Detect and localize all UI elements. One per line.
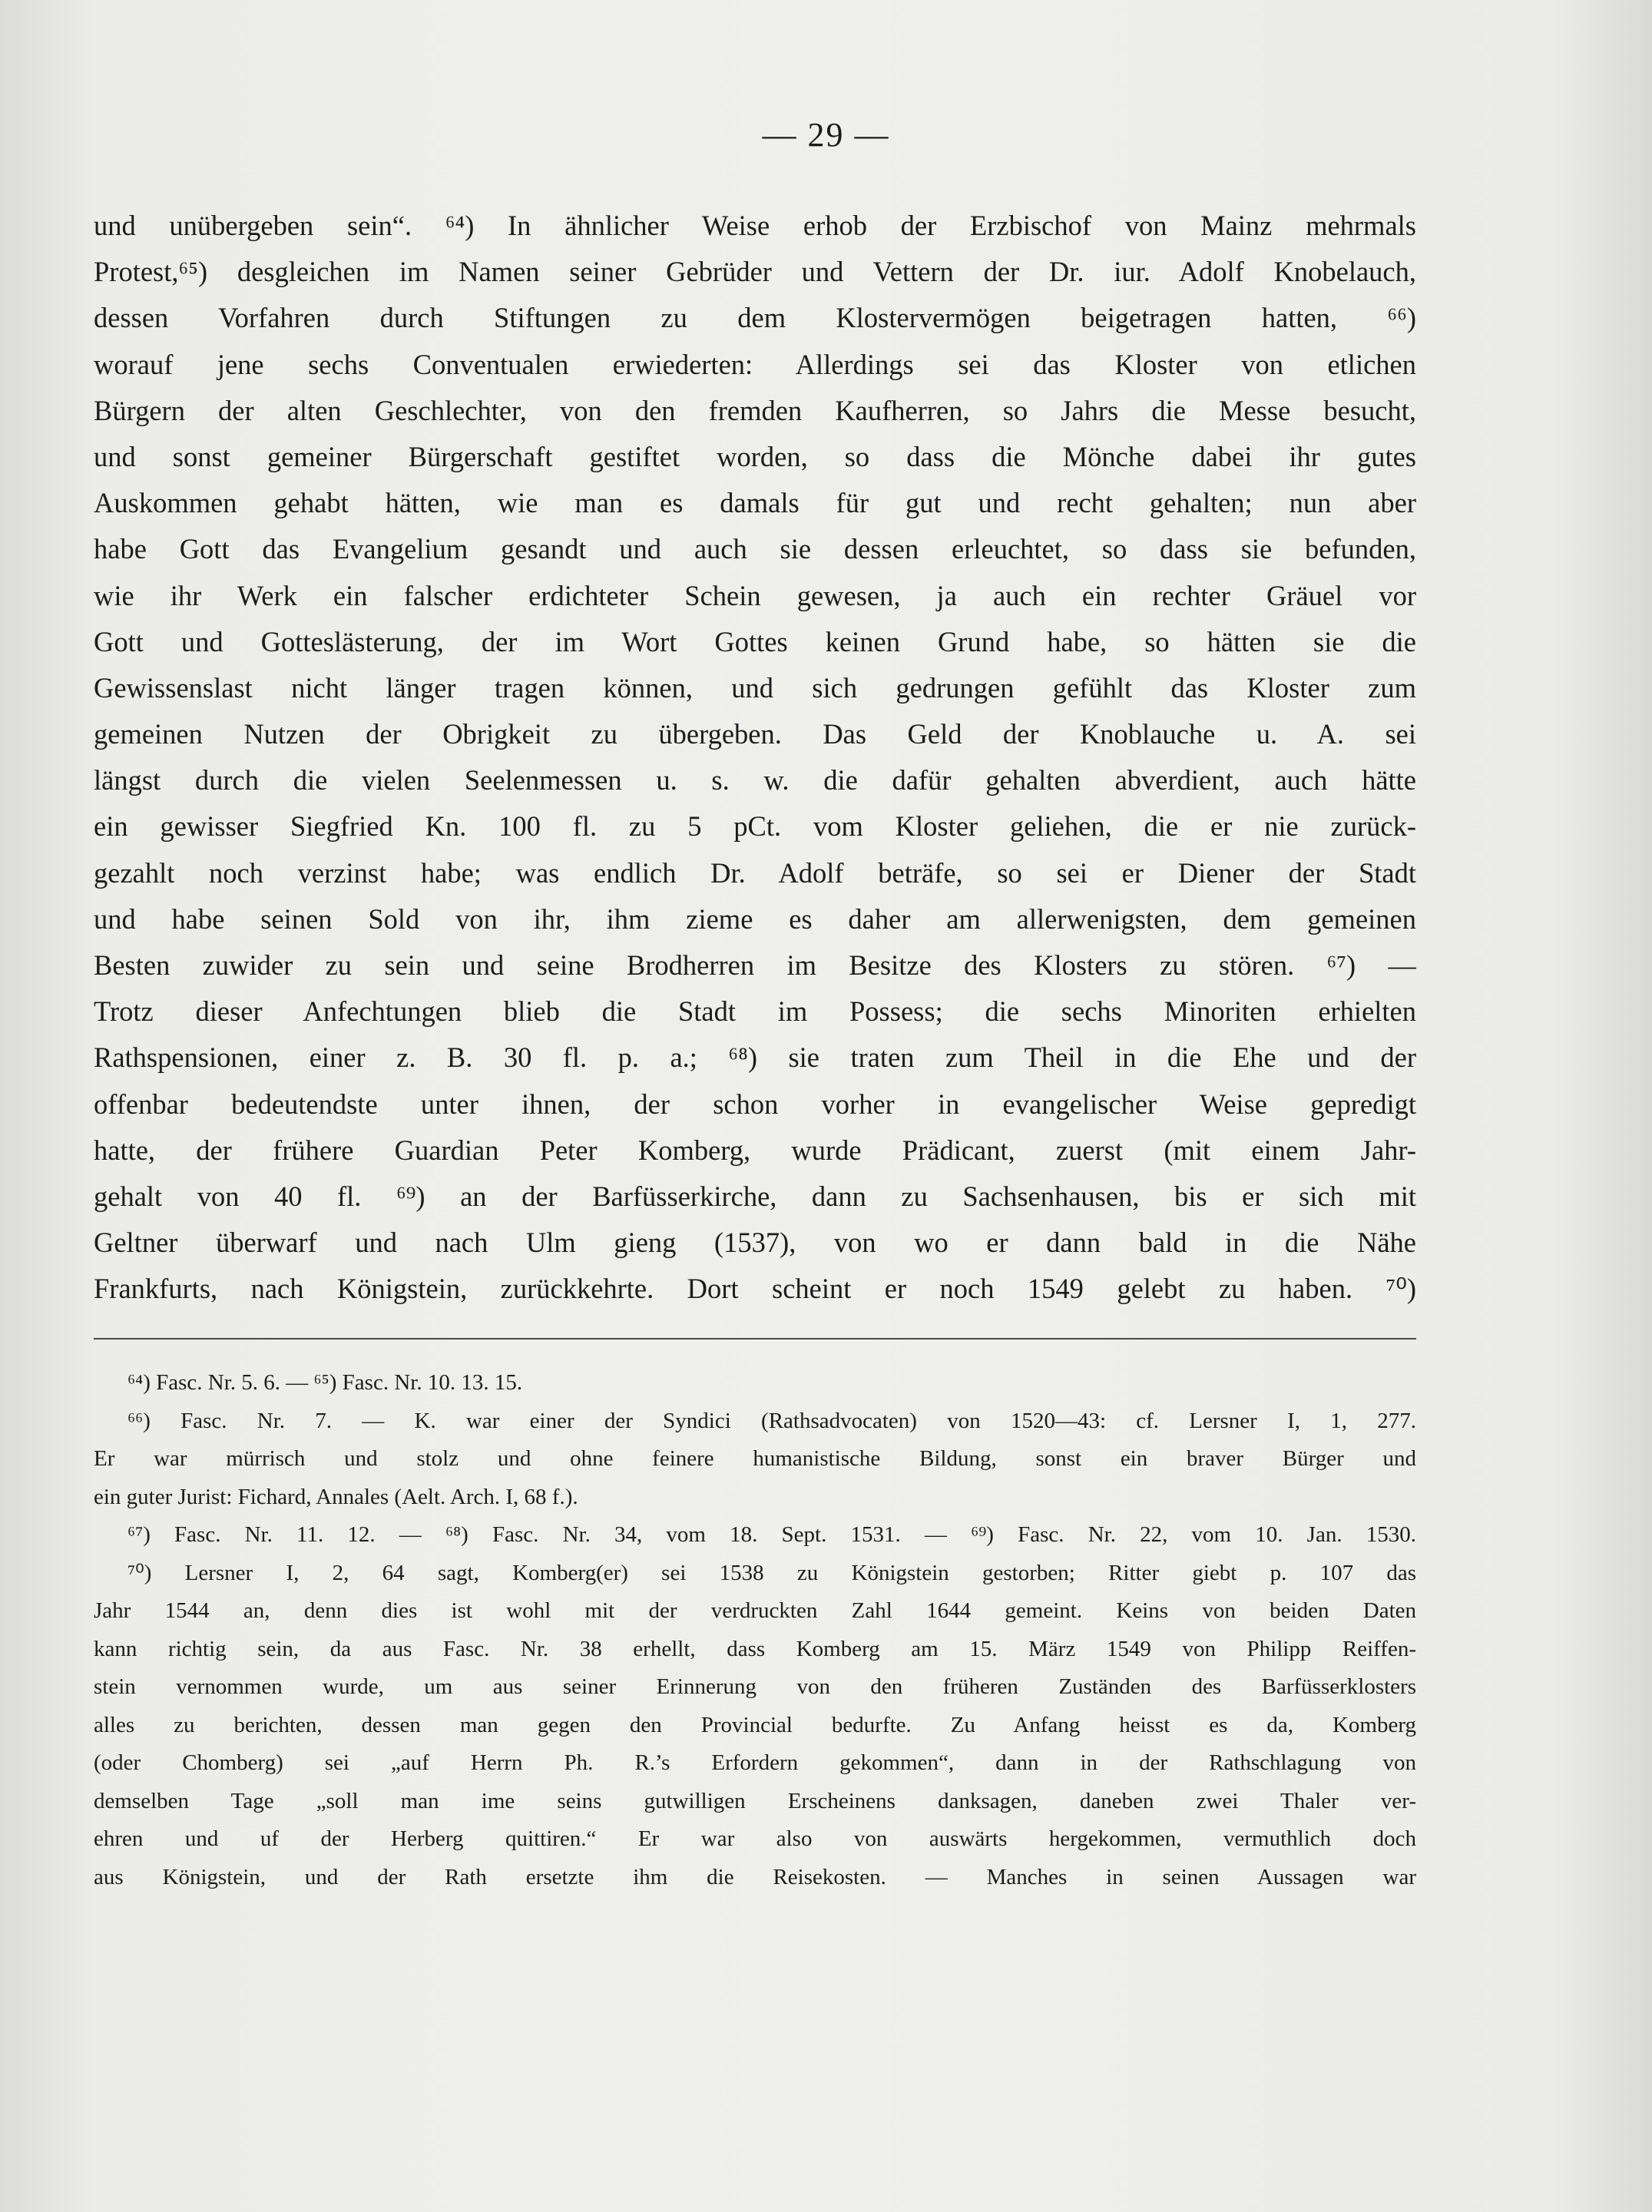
footnote-line: (oder Chomberg) sei „auf Herrn Ph. R.’s Erfordern gekommen“, dann in der Rathschlagung von: [94, 1750, 1416, 1775]
text-line: Geltner überwarf und nach Ulm gieng (1537), von wo er dann bald in die Nähe: [94, 1227, 1416, 1259]
footnote-line: ⁶⁷) Fasc. Nr. 11. 12. — ⁶⁸) Fasc. Nr. 34, vom 18. Sept. 1531. — ⁶⁹) Fasc. Nr. 22, vom 10. Jan. 1530.: [127, 1522, 1416, 1547]
text-line: Bürgern der alten Geschlechter, von den fremden Kaufherren, so Jahrs die Messe besucht,: [94, 394, 1416, 426]
footnote-line: Er war mürrisch und stolz und ohne feinere humanistische Bildung, sonst ein braver Bürger und: [94, 1446, 1416, 1471]
text-line: hatte, der frühere Guardian Peter Komberg, wurde Prädicant, zuerst (mit einem Jahr-: [94, 1134, 1416, 1166]
footnote-line: aus Königstein, und der Rath ersetzte ihm die Reisekosten. — Manches in seinen Aussagen war: [94, 1864, 1416, 1889]
text-line: Rathspensionen, einer z. B. 30 fl. p. a.; ⁶⁸) sie traten zum Theil in die Ehe und der: [94, 1041, 1416, 1074]
text-line: gemeinen Nutzen der Obrigkeit zu übergeben. Das Geld der Knoblauche u. A. sei: [94, 718, 1416, 750]
text-line: und unübergeben sein“. ⁶⁴) In ähnlicher Weise erhob der Erzbischof von Mainz mehrmals: [94, 210, 1416, 241]
text-line: offenbar bedeutendste unter ihnen, der schon vorher in evangelischer Weise gepredigt: [94, 1088, 1416, 1120]
text-line: Protest,⁶⁵) desgleichen im Namen seiner Gebrüder und Vettern der Dr. iur. Adolf Knobelauch,: [94, 256, 1416, 288]
main-text: [94, 203, 1416, 1313]
text-line: gehalt von 40 fl. ⁶⁹) an der Barfüsserkirche, dann zu Sachsenhausen, bis er sich mit: [94, 1180, 1416, 1212]
footnote-line: ⁶⁴) Fasc. Nr. 5. 6. — ⁶⁵) Fasc. Nr. 10. 13. 15.: [127, 1370, 523, 1395]
footnote-line: alles zu berichten, dessen man gegen den Provincial bedurfte. Zu Anfang heisst es da, Komberg: [94, 1712, 1416, 1737]
text-line: und habe seinen Sold von ihr, ihm zieme es daher am allerwenigsten, dem gemeinen: [94, 902, 1416, 935]
footnote-line: ⁶⁶) Fasc. Nr. 7. — K. war einer der Syndici (Rathsadvocaten) von 1520—43: cf. Lersner I, 1, 277.: [127, 1408, 1416, 1433]
text-line: wie ihr Werk ein falscher erdichteter Schein gewesen, ja auch ein rechter Gräuel vor: [94, 579, 1416, 611]
text-line: worauf jene sechs Conventualen erwiederten: Allerdings sei das Kloster von etlichen: [94, 348, 1416, 380]
text-line: längst durch die vielen Seelenmessen u. s. w. die dafür gehalten abverdient, auch hätte: [94, 764, 1416, 796]
page-number: — 29 —: [762, 116, 890, 154]
footnote-line: demselben Tage „soll man ime seins gutwilligen Erscheinens danksagen, daneben zwei Thaler ver-: [94, 1788, 1416, 1813]
text-line: Besten zuwider zu sein und seine Brodherren im Besitze des Klosters zu stören. ⁶⁷) —: [94, 949, 1416, 981]
footnote-line: ehren und uf der Herberg quittiren.“ Er war also von auswärts hergekommen, vermuthlich doch: [94, 1826, 1416, 1851]
text-line: dessen Vorfahren durch Stiftungen zu dem Klostervermögen beigetragen hatten, ⁶⁶): [94, 302, 1416, 334]
text-line: Frankfurts, nach Königstein, zurückkehrte. Dort scheint er noch 1549 gelebt zu haben. ⁷⁰): [94, 1273, 1416, 1305]
text-line: Gewissenslast nicht länger tragen können, und sich gedrungen gefühlt das Kloster zum: [94, 671, 1416, 704]
footnotes: [94, 1364, 1416, 1896]
text-line: Trotz dieser Anfechtungen blieb die Stadt im Possess; die sechs Minoriten erhielten: [94, 995, 1416, 1028]
text-line: und sonst gemeiner Bürgerschaft gestiftet worden, so dass die Mönche dabei ihr gutes: [94, 440, 1416, 472]
footnote-line: ein guter Jurist: Fichard, Annales (Aelt. Arch. I, 68 f.).: [94, 1484, 578, 1509]
text-line: Auskommen gehabt hätten, wie man es damals für gut und recht gehalten; nun aber: [94, 487, 1416, 519]
text-line: habe Gott das Evangelium gesandt und auch sie dessen erleuchtet, so dass sie befunden,: [94, 533, 1416, 565]
footnote-line: kann richtig sein, da aus Fasc. Nr. 38 erhellt, dass Komberg am 15. März 1549 von Philipp Reiffen-: [94, 1636, 1416, 1661]
footnote-divider: [94, 1338, 1416, 1339]
text-line: Gott und Gotteslästerung, der im Wort Gottes keinen Grund habe, so hätten sie die: [94, 625, 1416, 657]
footnote-line: stein vernommen wurde, um aus seiner Erinnerung von den früheren Zuständen des Barfüsserklosters: [94, 1674, 1416, 1699]
text-line: gezahlt noch verzinst habe; was endlich Dr. Adolf beträfe, so sei er Diener der Stadt: [94, 856, 1416, 889]
text-line: ein gewisser Siegfried Kn. 100 fl. zu 5 pCt. vom Kloster geliehen, die er nie zurück-: [94, 810, 1416, 843]
footnote-line: Jahr 1544 an, denn dies ist wohl mit der verdruckten Zahl 1644 gemeint. Keins von beiden Daten: [94, 1598, 1416, 1623]
footnote-line: ⁷⁰) Lersner I, 2, 64 sagt, Komberg(er) sei 1538 zu Königstein gestorben; Ritter giebt p. 107 das: [127, 1560, 1416, 1585]
